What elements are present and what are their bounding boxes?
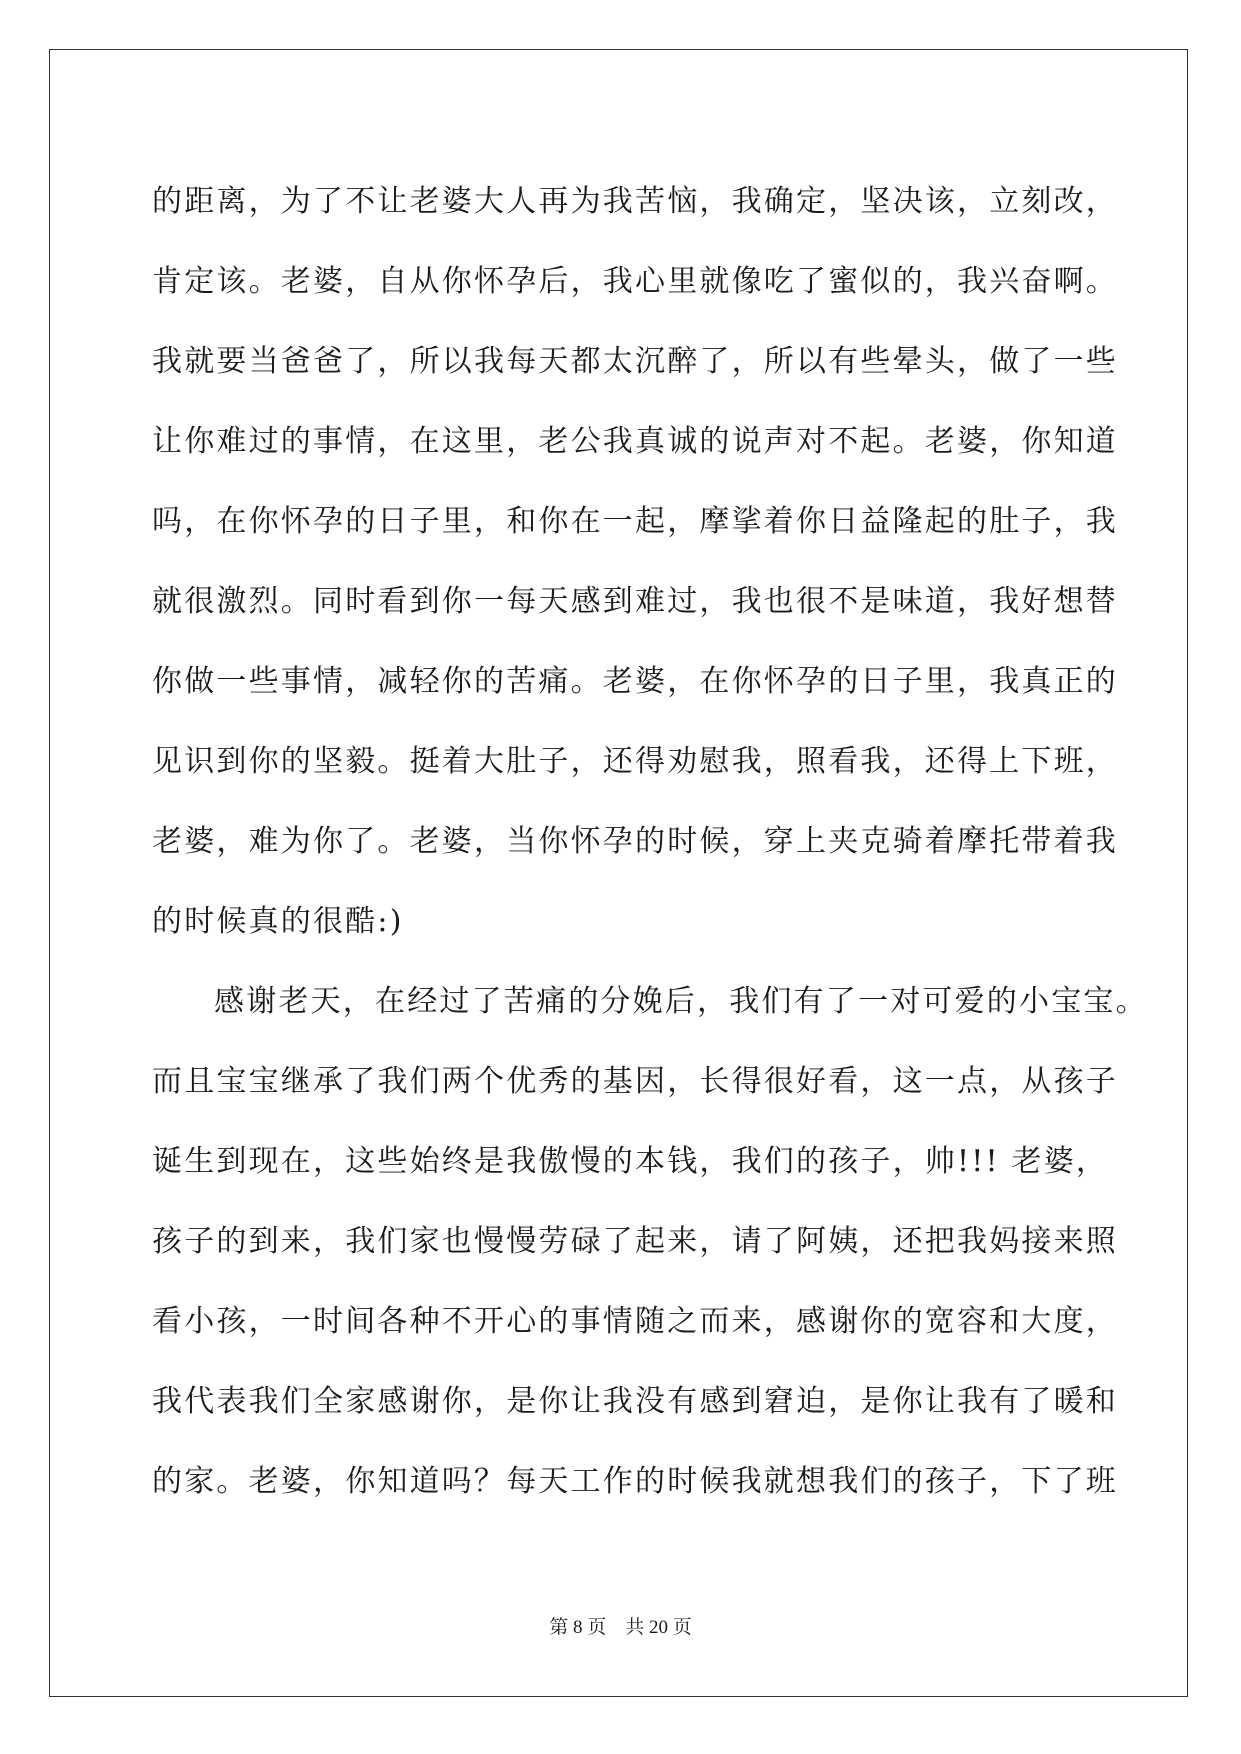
text-line: 让你难过的事情，在这里，老公我真诚的说声对不起。老婆，你知道 [152,424,1118,459]
text-line: 我代表我们全家感谢你，是你让我没有感到窘迫，是你让我有了暖和 [152,1384,1118,1419]
text-line: 看小孩，一时间各种不开心的事情随之而来，感谢你的宽容和大度， [152,1304,1118,1339]
text-line: 而且宝宝继承了我们两个优秀的基因，长得很好看，这一点，从孩子 [152,1064,1118,1099]
text-line: 吗，在你怀孕的日子里，和你在一起，摩挲着你日益隆起的肚子，我 [152,504,1118,539]
text-line: 孩子的到来，我们家也慢慢劳碌了起来，请了阿姨，还把我妈接来照 [152,1224,1118,1259]
paragraph-first-line: 感谢老天，在经过了苦痛的分娩后，我们有了一对可爱的小宝宝。 [214,984,1148,1019]
text-line: 的距离，为了不让老婆大人再为我苦恼，我确定，坚决该，立刻改， [152,184,1118,219]
text-line: 你做一些事情，减轻你的苦痛。老婆，在你怀孕的日子里，我真正的 [152,664,1118,699]
text-line: 的家。老婆，你知道吗？每天工作的时候我就想我们的孩子，下了班 [152,1464,1118,1499]
text-line: 老婆，难为你了。老婆，当你怀孕的时候，穿上夹克骑着摩托带着我 [152,824,1118,859]
text-line: 的时候真的很酷:) [152,904,404,939]
text-line: 我就要当爸爸了，所以我每天都太沉醉了，所以有些晕头，做了一些 [152,344,1118,379]
text-line: 诞生到现在，这些始终是我傲慢的本钱，我们的孩子，帅!!! 老婆， [152,1144,1109,1179]
document-body [152,162,1148,1522]
text-line: 肯定该。老婆，自从你怀孕后，我心里就像吃了蜜似的，我兴奋啊。 [152,264,1118,299]
text-line: 见识到你的坚毅。挺着大肚子，还得劝慰我，照看我，还得上下班， [152,744,1118,779]
page-footer: 第 8 页 共 20 页 [549,1617,692,1638]
text-line: 就很激烈。同时看到你一每天感到难过，我也很不是味道，我好想替 [152,584,1118,619]
